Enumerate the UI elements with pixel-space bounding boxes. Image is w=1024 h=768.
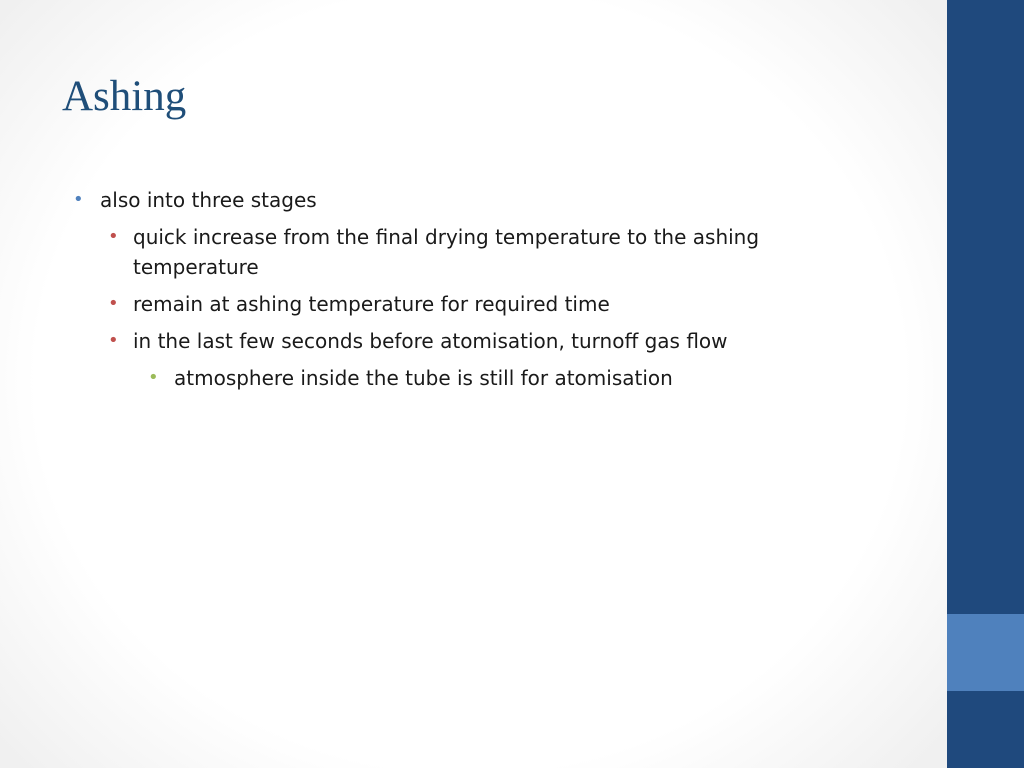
bullet-text: remain at ashing temperature for required time	[133, 292, 610, 316]
bullet-text: in the last few seconds before atomisation, turnoff gas flow	[133, 329, 728, 353]
bullet-list	[0, 185, 947, 393]
slide-title: Ashing	[62, 73, 187, 120]
sidebar-decoration	[947, 0, 1024, 768]
bullet-text: quick increase from the final drying temperature to the ashing temperature	[133, 225, 760, 279]
bullet-item-level-2	[0, 326, 947, 356]
bullet-text: atmosphere inside the tube is still for atomisation	[174, 366, 673, 390]
bullet-item-level-2	[0, 289, 947, 319]
bullet-marker-icon: •	[73, 189, 84, 210]
bullet-marker-icon: •	[108, 226, 119, 247]
bullet-item-level-3	[0, 363, 947, 393]
bullet-marker-icon: •	[148, 367, 159, 388]
bullet-item-level-1	[0, 185, 947, 215]
bullet-item-level-2	[0, 222, 947, 282]
bullet-marker-icon: •	[108, 293, 119, 314]
sidebar-accent-block	[947, 614, 1024, 691]
bullet-text: also into three stages	[100, 188, 317, 212]
bullet-marker-icon: •	[108, 330, 119, 351]
